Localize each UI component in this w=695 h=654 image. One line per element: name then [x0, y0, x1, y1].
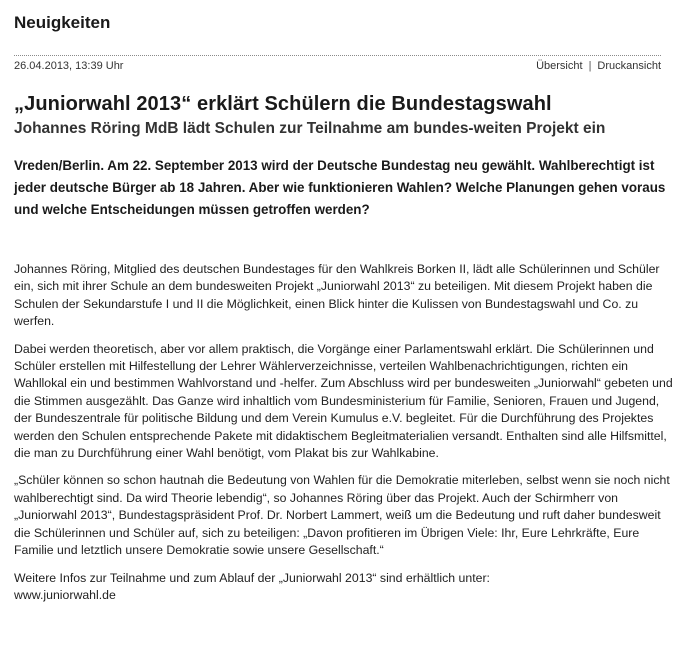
overview-link[interactable]: Übersicht [536, 60, 583, 72]
meta-separator: | [588, 60, 592, 72]
article-closing [14, 570, 674, 605]
article-lead: Vreden/Berlin. Am 22. September 2013 wird der Deutsche Bundestag neu gewählt. Wahlberechtigt ist jeder deutsche Bürger ab 18 Jahren. Aber wie funktionieren Wahlen? Welche Planungen gehen voraus und welche Entscheidungen müssen getroffen werden? [14, 158, 666, 217]
juniorwahl-link[interactable]: www.juniorwahl.de [14, 587, 116, 602]
article-paragraph: Johannes Röring, Mitglied des deutschen Bundestages für den Wahlkreis Borken II, lädt alle Schülerinnen und Schüler ein, sich mit ihrer Schule an dem bundesweiten Projekt „Juniorwahl 2013“ zu beteiligen. Mit diesem Projekt haben die Schulen der Sekundarstufe I und II die Möglichkeit, einen Blick hinter die Kulissen von Bundestagswahl und Co. zu werfen. [14, 262, 660, 329]
article-body [14, 261, 674, 614]
publish-date: 26.04.2013, 13:39 Uhr [14, 60, 124, 72]
print-view-link[interactable]: Druckansicht [597, 60, 661, 72]
article-subheadline: Johannes Röring MdB lädt Schulen zur Teilnahme am bundes-weiten Projekt ein [14, 120, 606, 137]
article-paragraph: Dabei werden theoretisch, aber vor allem praktisch, die Vorgänge einer Parlamentswahl erklärt. Die Schülerinnen und Schüler erstellen mit Hilfestellung der Lehrer Wählerverzeichnisse, verteilen Wahlbenachrichtigungen, richten ein Wahllokal ein und bestimmen Wahlvorstand und -helfer. Zum Abschluss wird per bundesweiten „Juniorwahl“ gebeten und die Stimmen ausgezählt. Das Ganze wird inhaltlich vom Bundesministerium für Familie, Senioren, Frauen und Jugend, der Bundeszentrale für politische Bildung und dem Verein Kumulus e.V. begleitet. Für die Durchführung des Projektes werden den Schulen entsprechende Pakete mit didaktischem Begleitmaterialien versandt. Enthalten sind alle Hilfsmittel, die man zu Durchführung einer Wahl benötigt, vom Plakat bis zur Wahlkabine. [14, 341, 673, 461]
article-meta-bar [14, 55, 661, 75]
article-headline: „Juniorwahl 2013“ erklärt Schülern die Bundestagswahl [14, 93, 552, 115]
closing-text: Weitere Infos zur Teilnahme und zum Ablauf der „Juniorwahl 2013“ sind erhältlich unter: [14, 570, 490, 585]
section-title: Neuigkeiten [14, 13, 111, 32]
meta-links [536, 60, 661, 72]
article-paragraph: „Schüler können so schon hautnah die Bedeutung von Wahlen für die Demokratie miterleben, selbst wenn sie noch nicht wahlberechtigt sind. Da wird Theorie lebendig“, so Johannes Röring über das Projekt. Auch der Schirmherr von „Juniorwahl 2013“, Bundestagspräsident Prof. Dr. Norbert Lammert, weiß um die Bedeutung und ruft daher bundesweit die Schülerinnen und Schüler auf, sich zu beteiligen: „Davon profitieren im Übrigen Viele: Ihr, Eure Lehrkräfte, Eure Familie und letztlich unsere Demokratie sowie unsere Gesellschaft.“ [14, 473, 670, 558]
